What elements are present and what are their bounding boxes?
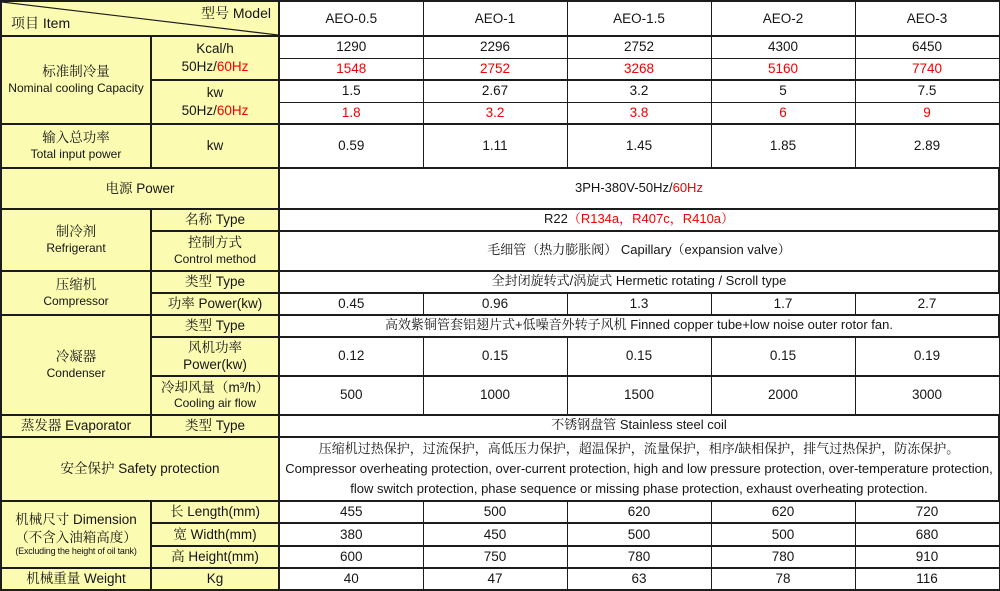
spec-value: 0.19 — [855, 337, 999, 376]
row-group-label-cooling — [1, 36, 151, 124]
spec-value: 2752 — [567, 36, 711, 58]
kcal-hz-label: 50Hz/60Hz — [181, 59, 249, 74]
row-label-length: 长 Length(mm) — [151, 501, 279, 523]
row-label-control-method: 控制方式 Control method — [151, 231, 279, 271]
row-label-height: 高 Height(mm) — [151, 546, 279, 568]
row-label-weight: 机械重量 Weight — [1, 568, 151, 590]
spec-value: 455 — [279, 501, 423, 523]
refrigerant-name-value: R22（R134a，R407c，R410a） — [279, 209, 999, 231]
model-header: AEO-1.5 — [567, 1, 711, 36]
corner-header-cell — [1, 1, 279, 36]
spec-value-60hz: 2752 — [423, 58, 567, 80]
spec-value: 47 — [423, 568, 567, 590]
corner-model-label: 型号 Model — [200, 5, 271, 21]
spec-value: 0.59 — [279, 124, 423, 168]
control-method-value: 毛细管（热力膨胀阀） Capillary（expansion valve） — [279, 231, 999, 271]
spec-value: 0.15 — [423, 337, 567, 376]
evaporator-type-value: 不锈钢盘管 Stainless steel coil — [279, 415, 999, 437]
spec-value: 1.45 — [567, 124, 711, 168]
kw-hz-label: 50Hz/60Hz — [181, 103, 249, 118]
spec-value-60hz: 1.8 — [279, 102, 423, 124]
spec-value: 2.7 — [855, 293, 999, 315]
spec-value: 750 — [423, 546, 567, 568]
spec-value: 780 — [567, 546, 711, 568]
spec-value-60hz: 9 — [855, 102, 999, 124]
cooling-label-en: Nominal cooling Capacity — [8, 80, 144, 95]
row-label-condenser-type: 类型 Type — [151, 315, 279, 337]
row-label-compressor-power: 功率 Power(kw) — [151, 293, 279, 315]
spec-value: 2.67 — [423, 80, 567, 102]
spec-value: 1290 — [279, 36, 423, 58]
compressor-type-value: 全封闭旋转式/涡旋式 Hermetic rotating / Scroll type — [279, 271, 999, 293]
spec-value: 3.2 — [567, 80, 711, 102]
row-group-label-dimension: 机械尺寸 Dimension （不含入油箱高度） (Excluding the height of oil tank) — [1, 501, 151, 568]
condenser-type-value: 高效紫铜管套铝翅片式+低噪音外转子风机 Finned copper tube+low noise outer rotor fan. — [279, 315, 999, 337]
spec-value-60hz: 5160 — [711, 58, 855, 80]
spec-value: 1.11 — [423, 124, 567, 168]
spec-value: 620 — [567, 501, 711, 523]
row-label-power-supply: 电源 Power — [1, 168, 279, 209]
input-power-unit: kw — [151, 124, 279, 168]
cooling-label-zh: 标准制冷量 — [42, 64, 110, 80]
spec-value: 500 — [711, 523, 855, 546]
spec-value: 4300 — [711, 36, 855, 58]
power-supply-value: 3PH-380V-50Hz/60Hz — [279, 168, 999, 209]
spec-value: 600 — [279, 546, 423, 568]
spec-value: 2.89 — [855, 124, 999, 168]
spec-value: 7.5 — [855, 80, 999, 102]
row-label-evaporator-type: 类型 Type — [151, 415, 279, 437]
row-label-air-flow: 冷却风量（m³/h） Cooling air flow — [151, 376, 279, 415]
spec-value: 450 — [423, 523, 567, 546]
spec-value: 0.15 — [711, 337, 855, 376]
row-group-label-compressor: 压缩机 Compressor — [1, 271, 151, 315]
model-header: AEO-0.5 — [279, 1, 423, 36]
spec-value: 0.12 — [279, 337, 423, 376]
model-header: AEO-3 — [855, 1, 999, 36]
model-header: AEO-1 — [423, 1, 567, 36]
spec-value: 0.96 — [423, 293, 567, 315]
safety-value — [279, 437, 999, 501]
corner-item-label: 项目 Item — [11, 14, 71, 31]
row-label-evaporator: 蒸发器 Evaporator — [1, 415, 151, 437]
row-group-label-refrigerant: 制冷剂 Refrigerant — [1, 209, 151, 271]
spec-value: 1.5 — [279, 80, 423, 102]
spec-value-60hz: 3268 — [567, 58, 711, 80]
spec-value: 1000 — [423, 376, 567, 415]
spec-value: 380 — [279, 523, 423, 546]
safety-value-zh: 压缩机过热保护，过流保护，高低压力保护，超温保护，流量保护，相序/缺相保护，排气过热保护，防冻保护。 — [318, 440, 960, 456]
spec-value: 680 — [855, 523, 999, 546]
spec-value: 5 — [711, 80, 855, 102]
row-label-refrigerant-name: 名称 Type — [151, 209, 279, 231]
spec-value: 780 — [711, 546, 855, 568]
weight-unit: Kg — [151, 568, 279, 590]
row-label-fan-power: 风机功率 Power(kw) — [151, 337, 279, 376]
kcal-unit-label: Kcal/h — [196, 41, 234, 57]
spec-value: 116 — [855, 568, 999, 590]
spec-value: 500 — [567, 523, 711, 546]
spec-value: 0.45 — [279, 293, 423, 315]
spec-value: 3000 — [855, 376, 999, 415]
spec-value-60hz: 1548 — [279, 58, 423, 80]
spec-value: 2296 — [423, 36, 567, 58]
kw-unit-label: kw — [206, 85, 224, 101]
spec-value: 910 — [855, 546, 999, 568]
row-label-input-power: 输入总功率 Total input power — [1, 124, 151, 168]
spec-value: 78 — [711, 568, 855, 590]
spec-value: 1500 — [567, 376, 711, 415]
spec-value: 1.3 — [567, 293, 711, 315]
spec-value: 63 — [567, 568, 711, 590]
spec-value: 620 — [711, 501, 855, 523]
spec-value: 2000 — [711, 376, 855, 415]
spec-value-60hz: 7740 — [855, 58, 999, 80]
spec-value-60hz: 3.8 — [567, 102, 711, 124]
row-label-width: 宽 Width(mm) — [151, 523, 279, 546]
spec-value-60hz: 3.2 — [423, 102, 567, 124]
spec-value: 1.85 — [711, 124, 855, 168]
spec-value: 500 — [423, 501, 567, 523]
spec-value: 0.15 — [567, 337, 711, 376]
spec-value-60hz: 6 — [711, 102, 855, 124]
safety-value-en: Compressor overheating protection, over-current protection, high and low pressure protection, over-temperature protection, flow switch protection, phase sequence or missing phase protection, exhaust overheating protection. — [285, 460, 993, 496]
model-header: AEO-2 — [711, 1, 855, 36]
row-label-safety: 安全保护 Safety protection — [1, 437, 279, 501]
spec-value: 720 — [855, 501, 999, 523]
row-label-kcal — [151, 36, 279, 80]
row-group-label-condenser: 冷凝器 Condenser — [1, 315, 151, 415]
spec-value: 6450 — [855, 36, 999, 58]
row-label-kw — [151, 80, 279, 124]
spec-value: 500 — [279, 376, 423, 415]
row-label-compressor-type: 类型 Type — [151, 271, 279, 293]
spec-value: 1.7 — [711, 293, 855, 315]
spec-value: 40 — [279, 568, 423, 590]
